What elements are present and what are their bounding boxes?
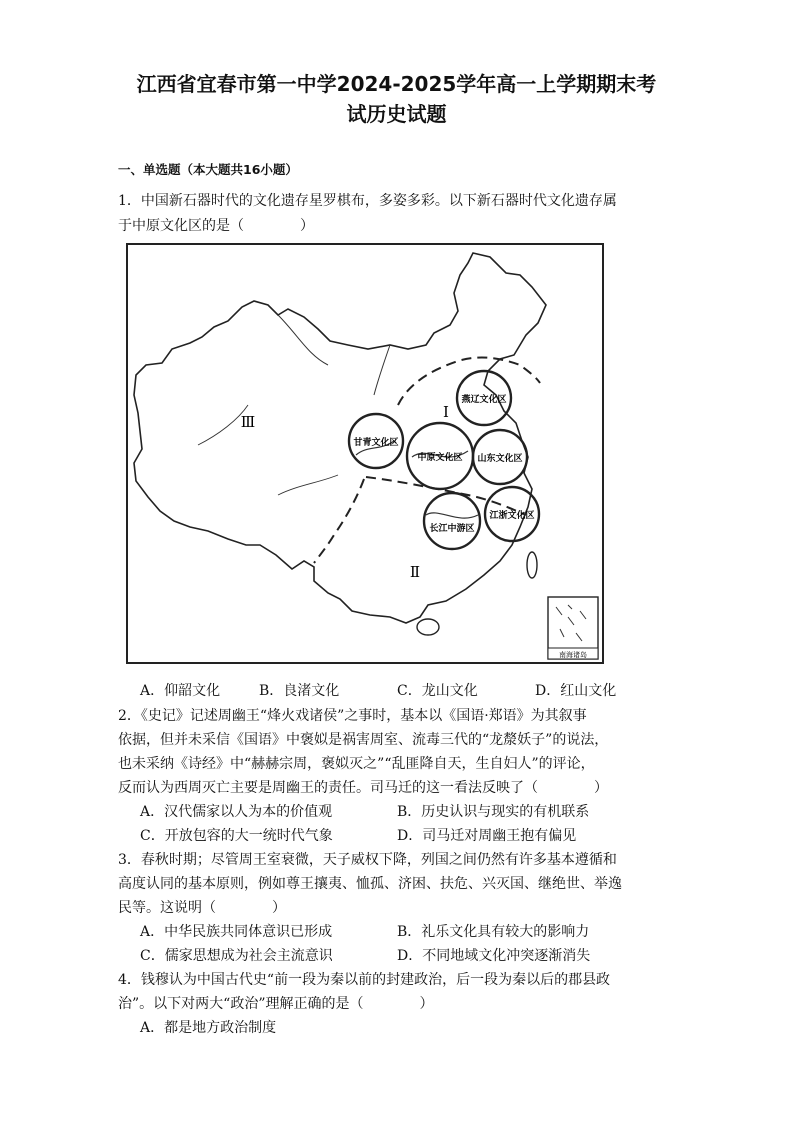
label-yanliao: 燕辽文化区 bbox=[461, 395, 507, 405]
dashed-boundary-middle bbox=[366, 477, 526, 515]
q1-option-c[interactable]: C．龙山文化 bbox=[397, 683, 478, 699]
hainan-island bbox=[417, 619, 439, 635]
document-title-line2: 试历史试题 bbox=[346, 102, 447, 126]
circle-changjiang bbox=[424, 493, 480, 549]
q2-stem-line1: 2．《史记》记述周幽王“烽火戏诸侯”之事时，基本以《国语·郑语》为其叙事 bbox=[118, 708, 587, 724]
roman-1: Ⅰ bbox=[443, 403, 449, 421]
document-title-line1: 江西省宜春市第一中学2024-2025学年高一上学期期末考 bbox=[136, 72, 657, 96]
q1-stem-line1: 1．中国新石器时代的文化遗存星罗棋布，多姿多彩。以下新石器时代文化遗存属 bbox=[118, 193, 617, 209]
inset-label: 南海诸岛 bbox=[559, 651, 587, 659]
q3-stem-line1: 3．春秋时期；尽管周王室衰微，天子威权下降，列国之间仍然有许多基本遵循和 bbox=[118, 852, 617, 868]
q3-option-a[interactable]: A．中华民族共同体意识已形成 bbox=[140, 924, 333, 940]
q2-stem-line2: 依据，但并未采信《国语》中褒姒是祸害周室、流毒三代的“龙漦妖子”的说法， bbox=[118, 732, 609, 748]
q3-stem-line2: 高度认同的基本原则，例如尊王攘夷、恤孤、济困、扶危、兴灭国、继绝世、举逸 bbox=[118, 876, 622, 892]
q2-option-b[interactable]: B．历史认识与现实的有机联系 bbox=[397, 804, 590, 820]
q2-stem-line4: 反而认为西周灭亡主要是周幽王的责任。司马迁的这一看法反映了（ ） bbox=[118, 780, 608, 796]
q4-stem-line2: 治”。以下对两大“政治”理解正确的是（ ） bbox=[118, 996, 434, 1012]
label-zhongyuan: 中原文化区 bbox=[417, 453, 463, 463]
south-china-sea-inset bbox=[548, 597, 598, 659]
label-shandong: 山东文化区 bbox=[477, 454, 523, 464]
q2-option-d[interactable]: D．司马迁对周幽王抱有偏见 bbox=[397, 828, 577, 844]
q1-option-a[interactable]: A．仰韶文化 bbox=[140, 683, 221, 699]
q4-option-a[interactable]: A．都是地方政治制度 bbox=[140, 1020, 277, 1036]
taiwan-island bbox=[527, 552, 537, 578]
q1-option-b[interactable]: B．良渚文化 bbox=[259, 683, 340, 699]
q3-option-c[interactable]: C．儒家思想成为社会主流意识 bbox=[140, 948, 333, 964]
q4-stem-line1: 4．钱穆认为中国古代史“前一段为秦以前的封建政治，后一段为秦以后的郡县政 bbox=[118, 972, 611, 988]
q1-option-d[interactable]: D．红山文化 bbox=[535, 683, 617, 699]
label-changjiang: 长江中游区 bbox=[429, 524, 475, 534]
q2-stem-line3: 也未采纳《诗经》中“赫赫宗周，褒姒灭之”“乱匪降自天，生自妇人”的评论， bbox=[118, 756, 595, 772]
q3-option-b[interactable]: B．礼乐文化具有较大的影响力 bbox=[397, 924, 590, 940]
roman-2: Ⅱ bbox=[409, 563, 421, 581]
label-jiangzhe: 江浙文化区 bbox=[489, 511, 535, 521]
section-heading: 一、单选题（本大题共16小题） bbox=[118, 162, 298, 177]
china-outline bbox=[134, 253, 546, 623]
q2-option-a[interactable]: A．汉代儒家以人为本的价值观 bbox=[140, 804, 333, 820]
q3-option-d[interactable]: D．不同地域文化冲突逐渐消失 bbox=[397, 948, 591, 964]
china-map bbox=[126, 243, 604, 664]
dashed-boundary-west bbox=[314, 479, 364, 563]
roman-3: Ⅲ bbox=[240, 413, 256, 431]
q2-option-c[interactable]: C．开放包容的大一统时代气象 bbox=[140, 828, 333, 844]
q1-stem-line2: 于中原文化区的是（ ） bbox=[118, 218, 314, 234]
label-ganqing: 甘青文化区 bbox=[353, 438, 399, 448]
q3-stem-line3: 民等。这说明（ ） bbox=[118, 900, 286, 916]
